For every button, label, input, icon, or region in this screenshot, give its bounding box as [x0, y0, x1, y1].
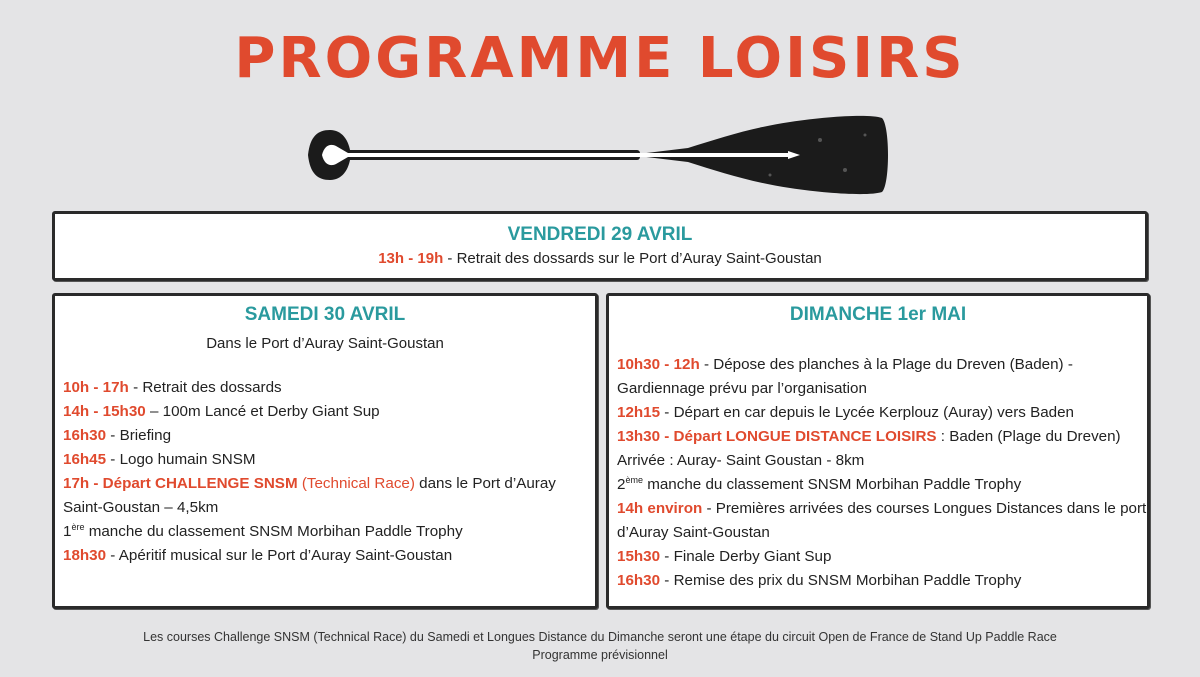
list-item: 16h45 - Logo humain SNSM — [63, 451, 256, 468]
entry-time: 13h - 19h — [378, 250, 444, 267]
list-item: 2ème manche du classement SNSM Morbihan Paddle Trophy — [617, 474, 1022, 493]
list-item: 16h30 - Remise des prix du SNSM Morbihan Paddle Trophy — [617, 572, 1022, 589]
page-title: PROGRAMME LOISIRS — [234, 26, 966, 91]
saturday-panel — [52, 293, 598, 609]
list-item: 10h - 17h - Retrait des dossards — [63, 379, 282, 396]
footer-line: Programme prévisionnel — [532, 648, 668, 662]
friday-entry — [55, 250, 1145, 267]
list-item: 14h environ - Premières arrivées des courses Longues Distances dans le port d’Auray Saint-Goustan — [617, 500, 1147, 541]
list-item: 18h30 - Apéritif musical sur le Port d’Auray Saint-Goustan — [63, 547, 453, 564]
list-item: 15h30 - Finale Derby Giant Sup — [617, 548, 832, 565]
footer-note — [0, 628, 1200, 664]
saturday-location: Dans le Port d’Auray Saint-Goustan — [206, 335, 444, 352]
sunday-panel — [606, 293, 1150, 609]
list-item: 14h - 15h30 – 100m Lancé et Derby Giant Sup — [63, 403, 380, 420]
list-item: 10h30 - 12h - Dépose des planches à la Plage du Dreven (Baden) - Gardiennage prévu par l’organisation — [617, 356, 1073, 397]
list-item: Arrivée : Auray- Saint Goustan - 8km — [617, 452, 865, 469]
list-item: 17h - Départ CHALLENGE SNSM (Technical Race) dans le Port d’Auray Saint-Goustan – 4,5km — [63, 475, 556, 516]
friday-panel — [52, 211, 1148, 281]
friday-heading: VENDREDI 29 AVRIL — [507, 224, 693, 245]
footer-line: Les courses Challenge SNSM (Technical Race) du Samedi et Longues Distance du Dimanche seront une étape du circuit Open de France de Stand Up Paddle Race — [143, 630, 1057, 644]
saturday-heading: SAMEDI 30 AVRIL — [244, 304, 406, 325]
paddle-icon — [300, 110, 900, 200]
saturday-entries — [63, 376, 595, 568]
sunday-entries — [617, 353, 1147, 593]
list-item: 16h30 - Briefing — [63, 427, 172, 444]
list-item: 13h30 - Départ LONGUE DISTANCE LOISIRS : Baden (Plage du Dreven) — [617, 428, 1121, 445]
entry-text: - Retrait des dossards sur le Port d’Auray Saint-Goustan — [443, 250, 822, 267]
sunday-heading: DIMANCHE 1er MAI — [789, 304, 967, 325]
list-item: 12h15 - Départ en car depuis le Lycée Kerplouz (Auray) vers Baden — [617, 404, 1075, 421]
list-item: 1ère manche du classement SNSM Morbihan Paddle Trophy — [63, 521, 463, 540]
